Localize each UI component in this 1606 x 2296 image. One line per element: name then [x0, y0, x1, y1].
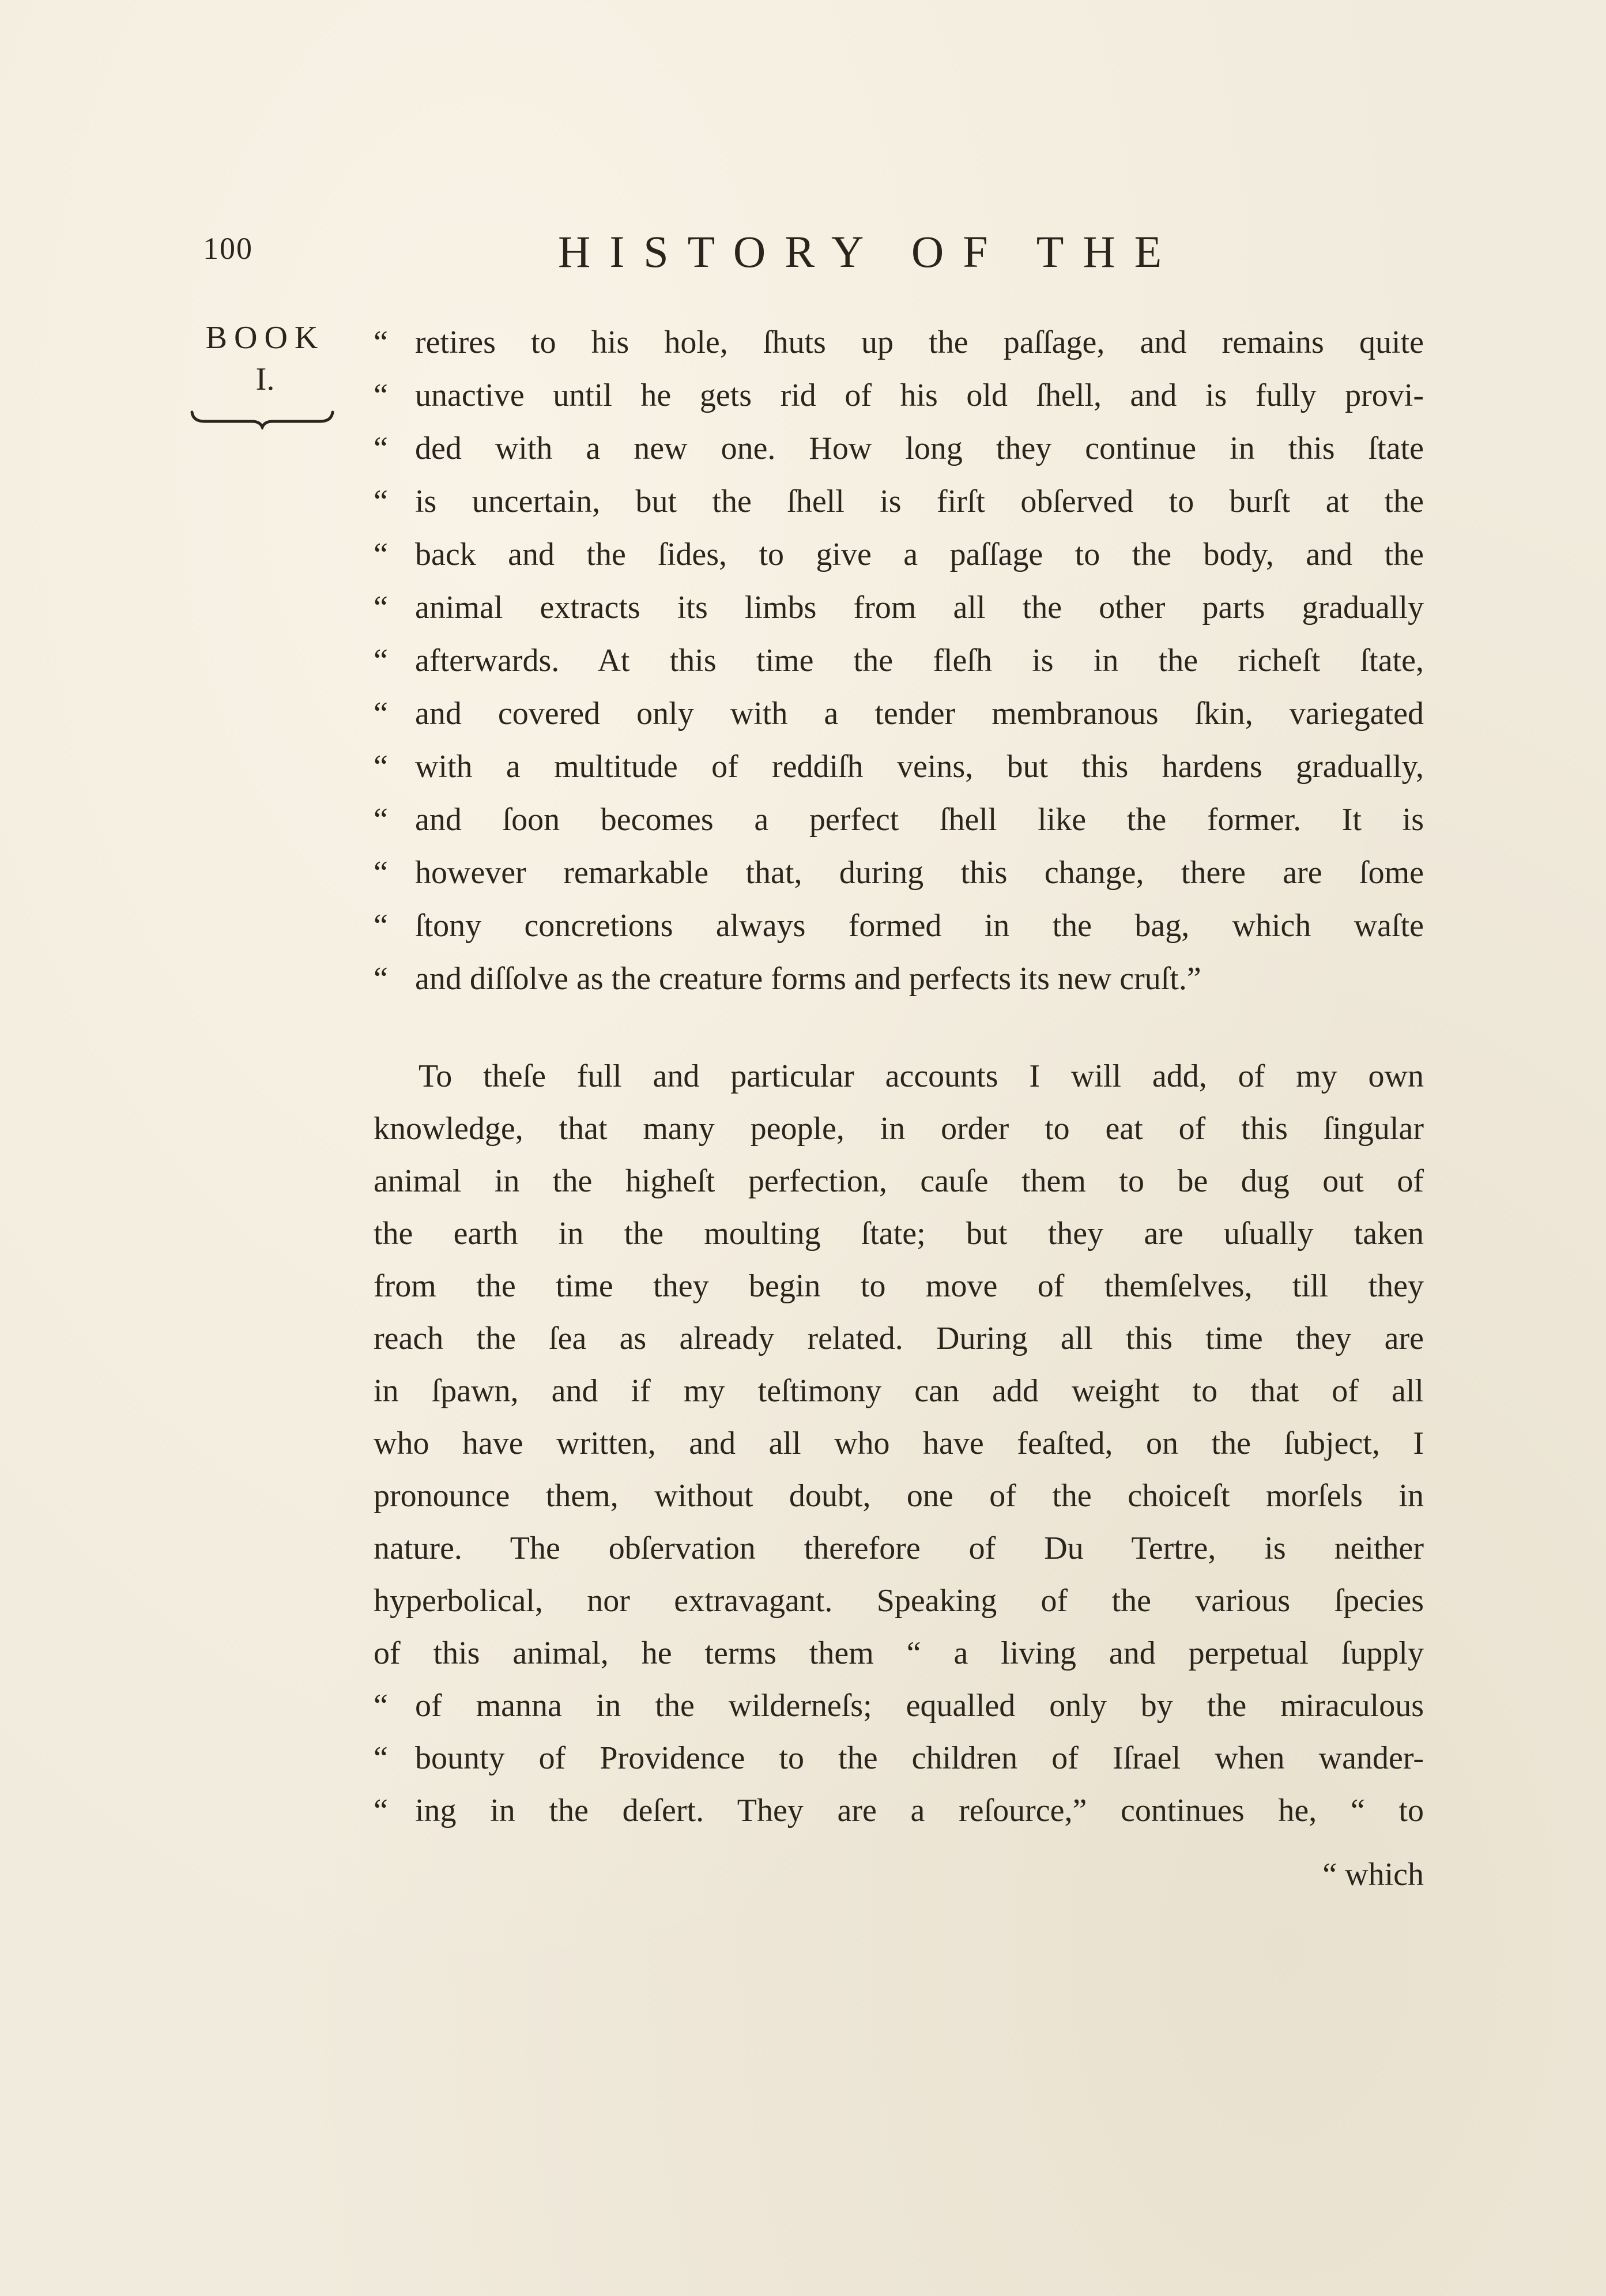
quote-mark: “ [374, 378, 388, 413]
quote-mark: “ [374, 1740, 388, 1776]
body-paragraph [374, 1050, 1424, 1837]
quoted-line [374, 634, 1424, 687]
paragraph-line: nature. The obſervation therefore of Du Tertre, is neither [374, 1530, 1424, 1566]
margin-brace-icon [187, 406, 337, 429]
quoted-line [374, 581, 1424, 634]
paragraph-quoted-line [374, 1785, 1424, 1837]
paragraph-quoted-line [374, 1680, 1424, 1732]
quoted-line-text: ſtony concretions always formed in the bag, which waſte [415, 908, 1424, 944]
quoted-line [374, 899, 1424, 952]
paragraph-line: hyperbolical, nor extravagant. Speaking of the various ſpecies [374, 1583, 1424, 1619]
quoted-line-text: animal extracts its limbs from all the other parts gradually [415, 590, 1424, 625]
quoted-line-text: unactive until he gets rid of his old ſhell, and is fully provi- [415, 378, 1424, 413]
catchword: “ which [1322, 1857, 1424, 1892]
paragraph-line: the earth in the moulting ſtate; but they are uſually taken [374, 1216, 1424, 1251]
quote-mark: “ [374, 431, 388, 466]
quote-mark: “ [374, 1688, 388, 1724]
quoted-line [374, 316, 1424, 369]
paragraph-line: in ſpawn, and if my teſtimony can add weight to that of all [374, 1373, 1424, 1409]
quoted-line [374, 793, 1424, 846]
quote-mark: “ [374, 1793, 388, 1828]
paragraph-line: pronounce them, without doubt, one of the choiceſt morſels in [374, 1478, 1424, 1514]
paragraph-line: from the time they begin to move of themſelves, till they [374, 1268, 1424, 1304]
margin-note-volume: I. [255, 361, 275, 397]
quoted-line [374, 422, 1424, 475]
margin-note [190, 317, 340, 400]
paragraph-quoted-text: of manna in the wilderneſs; equalled only by the miraculous [415, 1688, 1424, 1724]
page-number: 100 [203, 231, 253, 266]
quote-mark: “ [374, 961, 388, 997]
quoted-line [374, 740, 1424, 793]
paragraph-quoted-text: ing in the deſert. They are a reſource,” continues he, “ to [415, 1793, 1424, 1828]
quoted-line [374, 846, 1424, 899]
quoted-line-text: however remarkable that, during this change, there are ſome [415, 855, 1424, 891]
quote-mark: “ [374, 908, 388, 944]
paragraph-line: of this animal, he terms them “ a living and perpetual ſupply [374, 1635, 1424, 1671]
quoted-line [374, 952, 1424, 1005]
quoted-line-text: retires to his hole, ſhuts up the paſſage, and remains quite [415, 325, 1424, 360]
quote-mark: “ [374, 749, 388, 785]
quote-mark: “ [374, 696, 388, 732]
quote-mark: “ [374, 855, 388, 891]
quoted-line-text: afterwards. At this time the fleſh is in the richeſt ſtate, [415, 643, 1424, 678]
paragraph-quoted-line [374, 1732, 1424, 1785]
quote-mark: “ [374, 590, 388, 625]
quoted-line-text: is uncertain, but the ſhell is firſt obſerved to burſt at the [415, 484, 1424, 519]
quoted-line-text: and covered only with a tender membranous ſkin, variegated [415, 696, 1424, 732]
quote-mark: “ [374, 537, 388, 572]
quoted-line [374, 687, 1424, 740]
quote-mark: “ [374, 484, 388, 519]
running-head: HISTORY OF THE [558, 227, 1181, 277]
quoted-line-text: ded with a new one. How long they continue in this ſtate [415, 431, 1424, 466]
quoted-line-text: and ſoon becomes a perfect ſhell like the former. It is [415, 802, 1424, 838]
paragraph-line: reach the ſea as already related. During all this time they are [374, 1321, 1424, 1356]
quoted-line-text: back and the ſides, to give a paſſage to the body, and the [415, 537, 1424, 572]
paragraph-line: animal in the higheſt perfection, cauſe them to be dug out of [374, 1163, 1424, 1199]
quote-mark: “ [374, 802, 388, 838]
quoted-block [374, 316, 1424, 1005]
quoted-line-text: with a multitude of reddiſh veins, but this hardens gradually, [415, 749, 1424, 785]
quoted-line [374, 528, 1424, 581]
quote-mark: “ [374, 643, 388, 678]
margin-note-book: BOOK [205, 320, 325, 356]
paragraph-quoted-text: bounty of Providence to the children of Iſrael when wander- [415, 1740, 1424, 1776]
quoted-line [374, 475, 1424, 528]
quoted-line [374, 369, 1424, 422]
paragraph-line: who have written, and all who have feaſted, on the ſubject, I [374, 1426, 1424, 1461]
paragraph-line: knowledge, that many people, in order to eat of this ſingular [374, 1111, 1424, 1147]
quoted-line-text: and diſſolve as the creature forms and perfects its new cruſt.” [415, 961, 1201, 997]
quote-mark: “ [374, 325, 388, 360]
paragraph-line: To theſe full and particular accounts I will add, of my own [419, 1058, 1424, 1094]
